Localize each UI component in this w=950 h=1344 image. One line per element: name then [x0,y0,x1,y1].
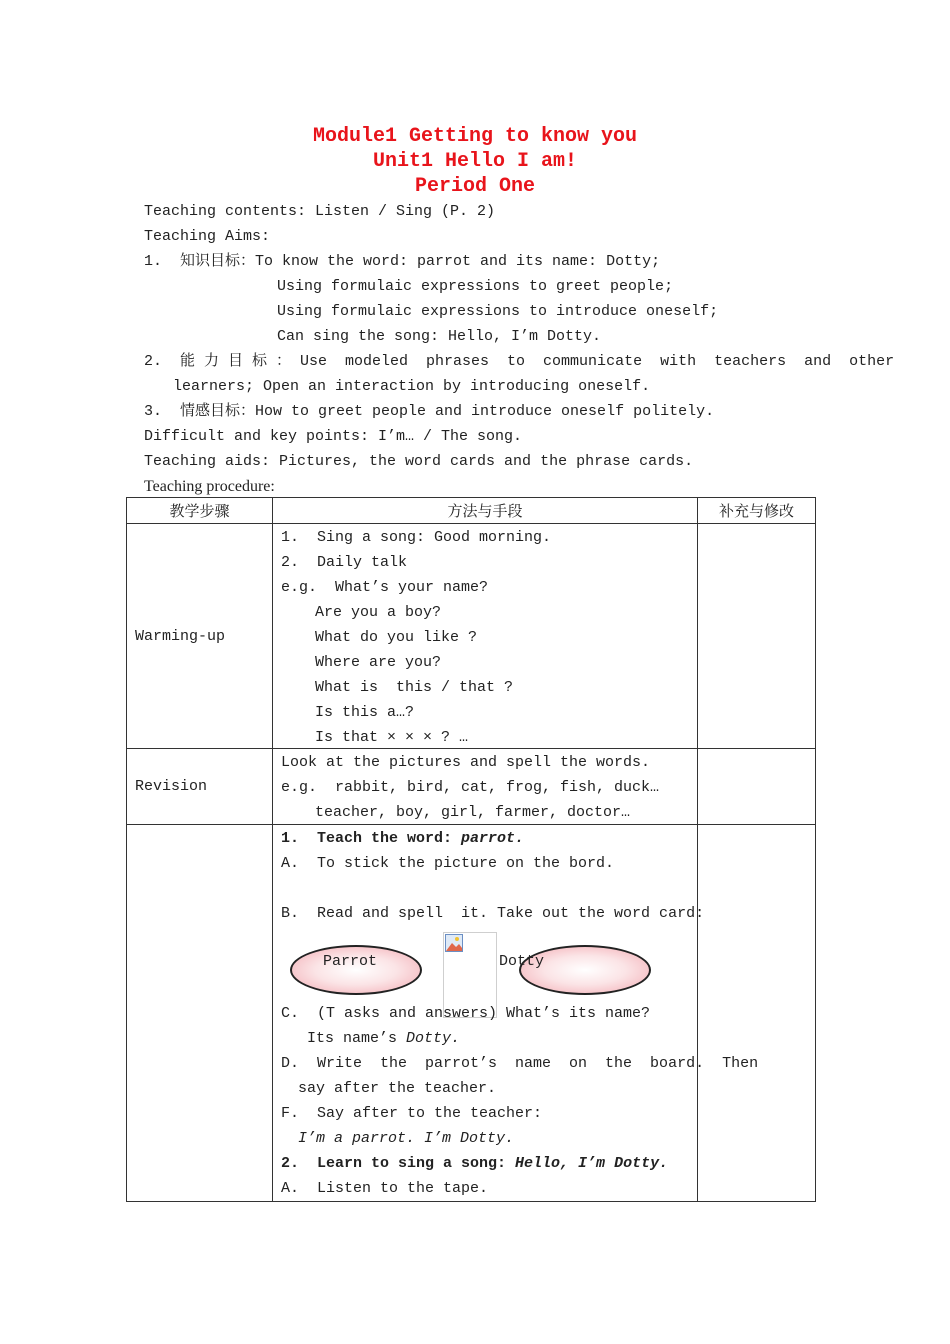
table-row-revision [127,749,816,825]
step-d: D. Write the parrot’s name on the board. Then [281,1055,759,1072]
aim-2-ability: 2. 能 力 目 标 ： Use modeled phrases to communicate with teachers and other [144,353,895,370]
teaching-procedure-label: Teaching procedure: [144,478,275,495]
module-title: Module1 Getting to know you [312,125,638,148]
warmup-line: 2. Daily talk [281,554,408,571]
title-block [0,124,950,199]
revision-line: teacher, boy, girl, farmer, doctor… [315,804,631,821]
period-title: Period One [414,175,536,198]
aim-3-emotion: 3. 情感目标：How to greet people and introduce oneself politely. [144,403,715,420]
word-parrot: parrot. [461,830,525,847]
header-steps: 教学步骤 [127,498,273,524]
stage-revision: Revision [127,749,273,825]
warmup-line: e.g. What’s your name? [281,579,489,596]
teaching-aids: Teaching aids: Pictures, the word cards and the phrase cards. [144,453,694,470]
warmup-line: What is this / that ? [315,679,514,696]
revision-line: Look at the pictures and spell the words. [281,754,651,771]
broken-image-icon [445,934,463,952]
difficult-key-points: Difficult and key points: I’m… / The song. [144,428,523,445]
warmup-line: Is that × × × ? … [315,729,469,746]
warmup-line: Is this a…? [315,704,415,721]
methods-warmup [273,524,698,749]
notes-revision [698,749,816,825]
table-row-warmup [127,524,816,749]
methods-revision [273,749,698,825]
procedure-table [126,497,816,1202]
dotty-card-label: Dotty [499,953,545,970]
teach-word-heading: 1. Teach the word: parrot. [281,830,525,847]
aim-1-line-4: Can sing the song: Hello, I’m Dotty. [277,328,602,345]
aim-1-line-2: Using formulaic expressions to greet people; [277,278,674,295]
header-methods: 方法与手段 [273,498,698,524]
aim-2-line-2: learners; Open an interaction by introducing oneself. [173,378,651,395]
song-step-a: A. Listen to the tape. [281,1180,489,1197]
warmup-line: Where are you? [315,654,442,671]
step-a: A. To stick the picture on the bord. [281,855,615,872]
song-title: Hello, I’m Dotty. [515,1155,669,1172]
parrot-card-label: Parrot [323,953,378,970]
aim-1-knowledge: 1. 知识目标：To know the word: parrot and its name: Dotty; [144,253,661,270]
warmup-line: 1. Sing a song: Good morning. [281,529,552,546]
warmup-line: What do you like ? [315,629,478,646]
teaching-aims-label: Teaching Aims: [144,228,271,245]
teaching-contents: Teaching contents: Listen / Sing (P. 2) [144,203,496,220]
aim-1-line-3: Using formulaic expressions to introduce oneself; [277,303,719,320]
stage-warmup: Warming-up [127,524,273,749]
step-c: C. (T asks and answers) What’s its name? [281,1005,651,1022]
table-row-presentation [127,825,816,1202]
step-d-line-2: say after the teacher. [298,1080,497,1097]
step-c-answer: Its name’s Dotty. [307,1030,461,1047]
revision-line: e.g. rabbit, bird, cat, frog, fish, duck… [281,779,660,796]
unit-title: Unit1 Hello I am! [372,150,578,173]
table-header-row [127,498,816,524]
step-f-phrase: I’m a parrot. I’m Dotty. [298,1130,515,1147]
step-b: B. Read and spell it. Take out the word card: [281,905,705,922]
methods-presentation [273,825,759,1202]
step-f: F. Say after to the teacher: [281,1105,543,1122]
notes-warmup [698,524,816,749]
header-notes: 补充与修改 [698,498,816,524]
stage-presentation [127,825,273,1202]
learn-song-heading: 2. Learn to sing a song: Hello, I’m Dotty. [281,1155,669,1172]
notes-presentation [698,825,816,1202]
warmup-line: Are you a boy? [315,604,442,621]
